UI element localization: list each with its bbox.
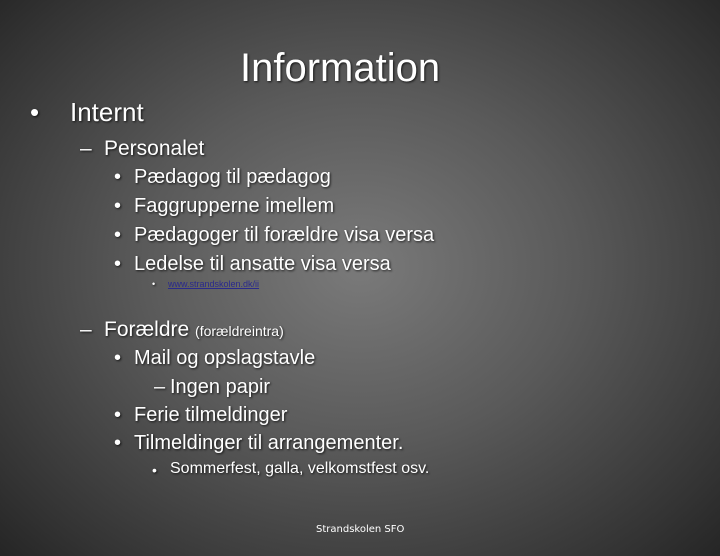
bullet-marker: • xyxy=(30,97,40,127)
bullet-marker: • xyxy=(114,404,122,426)
bullet-marker: • xyxy=(114,347,122,369)
bullet-marker: • xyxy=(114,166,122,188)
foraeldre-item: Tilmeldinger til arrangementer. xyxy=(134,432,404,454)
bullet-marker: • xyxy=(114,253,122,275)
foraeldre-subitem: Ingen papir xyxy=(170,376,271,398)
personalet-item: Pædagog til pædagog xyxy=(134,166,331,188)
foraeldre-subitem: Sommerfest, galla, velkomstfest osv. xyxy=(170,460,430,477)
personalet-item: Pædagoger til forældre visa versa xyxy=(134,224,435,246)
strandskolen-link[interactable]: www.strandskolen.dk/ii xyxy=(168,279,260,289)
slide-title: Information xyxy=(240,46,441,90)
foraeldre-sublabel: (forældreintra) xyxy=(195,323,284,339)
dash-marker: – xyxy=(80,137,92,160)
bullet-marker: • xyxy=(114,224,122,246)
personalet-label: Personalet xyxy=(104,137,205,160)
personalet-item: Faggrupperne imellem xyxy=(134,195,335,217)
bullet-marker: • xyxy=(114,432,122,454)
bullet-marker: • xyxy=(152,279,156,289)
personalet-item: Ledelse til ansatte visa versa xyxy=(134,253,391,275)
dash-marker: – xyxy=(154,376,166,398)
bullet-marker: • xyxy=(152,462,157,478)
internt-label: Internt xyxy=(70,97,144,127)
footer-text: Strandskolen SFO xyxy=(316,524,405,535)
foraeldre-label: Forældre xyxy=(104,318,190,341)
foraeldre-item: Ferie tilmeldinger xyxy=(134,404,288,426)
foraeldre-item: Mail og opslagstavle xyxy=(134,347,316,369)
dash-marker: – xyxy=(80,318,92,341)
bullet-marker: • xyxy=(114,195,122,217)
